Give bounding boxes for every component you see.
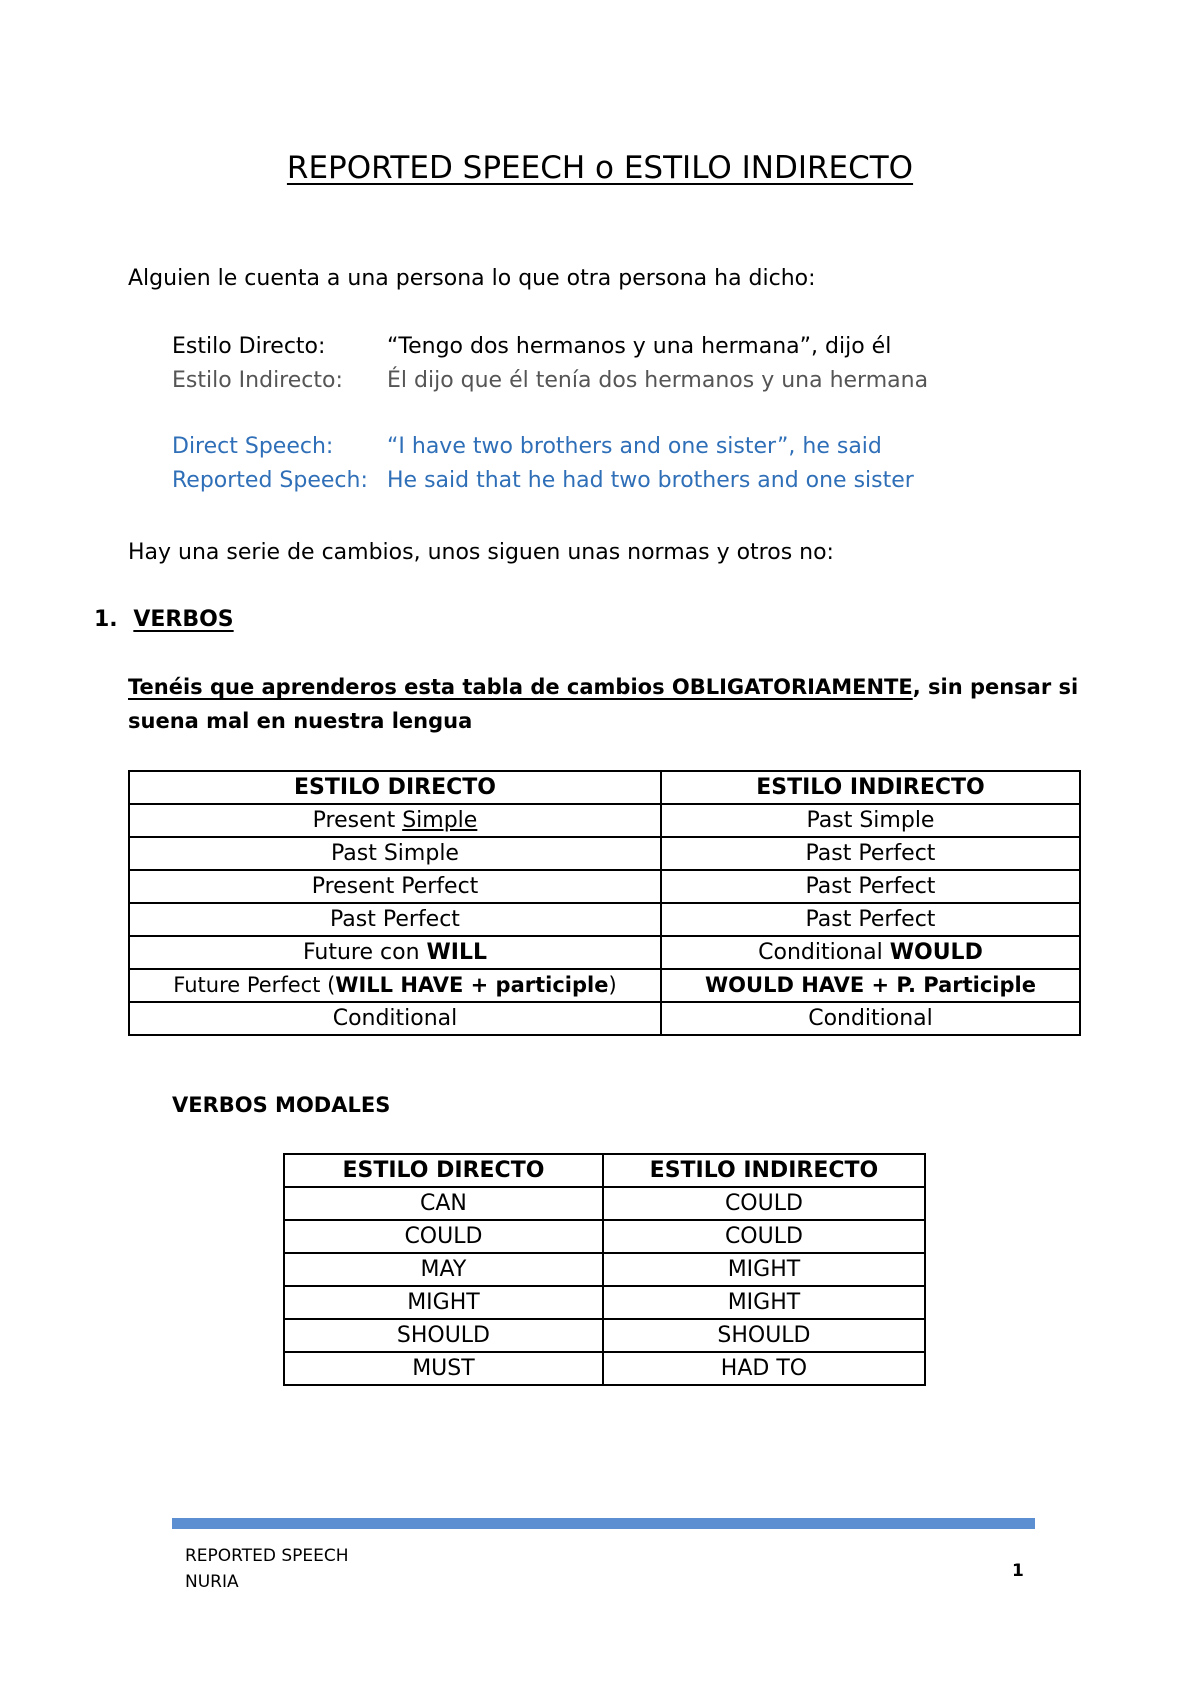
cell-direct: Present Perfect [129, 870, 661, 903]
table-row [284, 1319, 925, 1352]
instruction-line2: suena mal en nuestra lengua [128, 709, 473, 733]
page-title: REPORTED SPEECH o ESTILO INDIRECTO [286, 150, 914, 186]
table-row [284, 1187, 925, 1220]
cell-direct: Present Simple [129, 804, 661, 837]
section-title: VERBOS [133, 607, 234, 632]
instruction-emphasis: Tenéis que aprenderos esta tabla de cambios OBLIGATORIAMENTE [128, 675, 913, 699]
changes-note: Hay una serie de cambios, unos siguen unas normas y otros no: [128, 540, 834, 565]
footer-info [185, 1543, 349, 1595]
cell-indirect: Past Perfect [661, 837, 1080, 870]
cell-indirect: SHOULD [603, 1319, 925, 1352]
modal-verbs-table [283, 1153, 926, 1386]
example-direct-en [172, 430, 914, 464]
verb-tenses-table [128, 770, 1081, 1036]
header-indirect: ESTILO INDIRECTO [661, 771, 1080, 804]
table-header-row [284, 1154, 925, 1187]
cell-indirect: Conditional WOULD [661, 936, 1080, 969]
page-number: 1 [1012, 1561, 1024, 1581]
example-text: He said that he had two brothers and one sister [387, 468, 914, 493]
table-row [129, 969, 1080, 1002]
example-text: “I have two brothers and one sister”, he said [387, 434, 882, 459]
cell-direct: CAN [284, 1187, 603, 1220]
cell-direct: Future con WILL [129, 936, 661, 969]
section-number: 1. [94, 607, 118, 632]
section-heading [94, 603, 234, 637]
cell-indirect: COULD [603, 1187, 925, 1220]
cell-indirect: Past Perfect [661, 870, 1080, 903]
table-row [129, 837, 1080, 870]
header-indirect: ESTILO INDIRECTO [603, 1154, 925, 1187]
table-row [129, 903, 1080, 936]
table-header-row [129, 771, 1080, 804]
table-row [129, 870, 1080, 903]
header-direct: ESTILO DIRECTO [284, 1154, 603, 1187]
table-row [284, 1253, 925, 1286]
example-label: Reported Speech: [172, 468, 368, 493]
cell-direct: MAY [284, 1253, 603, 1286]
footer-divider [172, 1518, 1035, 1529]
example-text: Él dijo que él tenía dos hermanos y una hermana [387, 368, 929, 393]
cell-direct: MIGHT [284, 1286, 603, 1319]
cell-indirect: Conditional [661, 1002, 1080, 1035]
modal-heading: VERBOS MODALES [172, 1093, 391, 1117]
example-direct-es [172, 330, 928, 364]
example-reported-en [172, 464, 914, 498]
cell-direct: SHOULD [284, 1319, 603, 1352]
example-label: Estilo Directo: [172, 334, 326, 359]
footer-author: NURIA [185, 1572, 239, 1592]
table-row [129, 936, 1080, 969]
cell-indirect: MIGHT [603, 1286, 925, 1319]
intro-text: Alguien le cuenta a una persona lo que otra persona ha dicho: [128, 266, 816, 291]
cell-direct: COULD [284, 1220, 603, 1253]
cell-direct: Past Simple [129, 837, 661, 870]
instruction-tail: , sin pensar si [912, 675, 1079, 699]
example-text: “Tengo dos hermanos y una hermana”, dijo él [387, 334, 892, 359]
cell-indirect: Past Simple [661, 804, 1080, 837]
cell-indirect: Past Perfect [661, 903, 1080, 936]
cell-direct: Future Perfect (WILL HAVE + participle) [129, 969, 661, 1002]
cell-direct: MUST [284, 1352, 603, 1385]
cell-indirect: HAD TO [603, 1352, 925, 1385]
table-row [129, 1002, 1080, 1035]
instruction-text [128, 670, 1078, 738]
table-row [284, 1286, 925, 1319]
cell-indirect: COULD [603, 1220, 925, 1253]
cell-direct: Conditional [129, 1002, 661, 1035]
cell-indirect: WOULD HAVE + P. Participle [661, 969, 1080, 1002]
cell-direct: Past Perfect [129, 903, 661, 936]
spanish-examples [172, 330, 928, 398]
table-row [284, 1352, 925, 1385]
table-row [129, 804, 1080, 837]
header-direct: ESTILO DIRECTO [129, 771, 661, 804]
table-row [284, 1220, 925, 1253]
example-indirect-es [172, 364, 928, 398]
english-examples [172, 430, 914, 498]
footer-doc-title: REPORTED SPEECH [185, 1546, 349, 1566]
example-label: Estilo Indirecto: [172, 368, 343, 393]
example-label: Direct Speech: [172, 434, 334, 459]
cell-indirect: MIGHT [603, 1253, 925, 1286]
